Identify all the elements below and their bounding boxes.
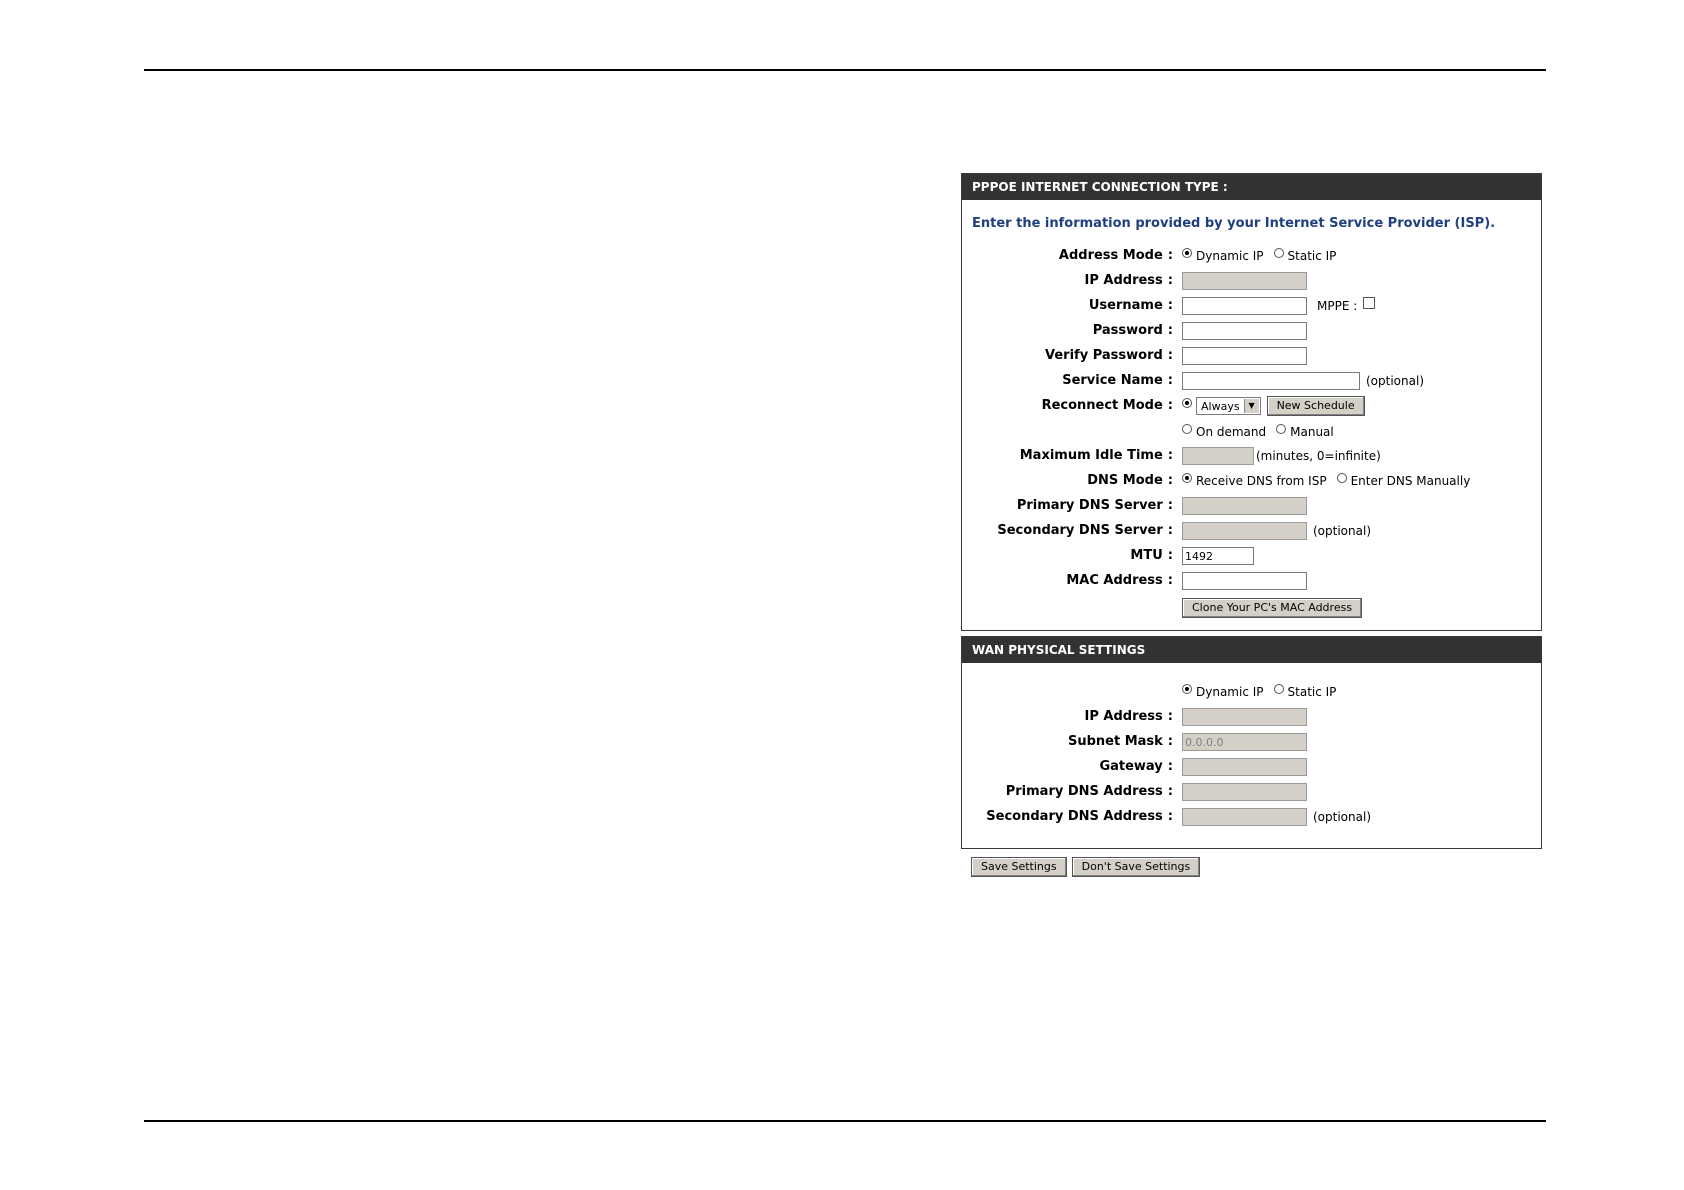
chevron-down-icon: ▼	[1244, 399, 1259, 413]
wan-primary-dns-input[interactable]	[1182, 783, 1307, 801]
username-row: Username : MPPE :	[962, 296, 1541, 320]
service-name-optional-hint: (optional)	[1366, 374, 1424, 388]
service-name-row: Service Name : (optional)	[1062, 373, 1424, 388]
wan-gateway-label: Gateway	[1099, 759, 1163, 774]
wan-primary-dns-label: Primary DNS Address	[1005, 784, 1163, 799]
address-mode-dynamic-label: Dynamic IP	[1196, 249, 1264, 263]
dns-mode-label: DNS Mode	[1087, 473, 1163, 488]
reconnect-manual-radio[interactable]	[1276, 424, 1286, 434]
reconnect-mode-label: Reconnect Mode	[1041, 398, 1163, 413]
wan-dynamic-label: Dynamic IP	[1196, 685, 1264, 699]
wan-ip-row: IP Address :	[962, 707, 1541, 731]
mac-address-label: MAC Address	[1066, 573, 1163, 588]
dns-receive-label: Receive DNS from ISP	[1196, 474, 1327, 488]
username-label: Username	[1088, 298, 1163, 313]
secondary-dns-label: Secondary DNS Server	[997, 523, 1163, 538]
reconnect-schedule-select[interactable]	[1196, 397, 1261, 415]
mppe-label: MPPE :	[1317, 299, 1358, 313]
password-row: Password :	[962, 321, 1541, 345]
pppoe-panel-header: PPPOE INTERNET CONNECTION TYPE :	[962, 174, 1541, 200]
reconnect-mode-row: Reconnect Mode : Always ▼ New Schedule	[962, 396, 1541, 420]
wan-secondary-dns-input[interactable]	[1182, 808, 1307, 826]
primary-dns-label: Primary DNS Server	[1016, 498, 1163, 513]
verify-password-row: Verify Password :	[962, 346, 1541, 370]
wan-mode-row	[962, 682, 1541, 706]
wan-secondary-dns-optional-hint: (optional)	[1313, 810, 1371, 824]
wan-ip-label: IP Address	[1084, 709, 1163, 724]
wan-primary-dns-row: Primary DNS Address :	[962, 782, 1541, 806]
dont-save-settings-button[interactable]: Don't Save Settings	[1072, 857, 1201, 877]
username-input[interactable]	[1182, 297, 1307, 315]
secondary-dns-input[interactable]	[1182, 522, 1307, 540]
password-label: Password	[1092, 323, 1163, 338]
wan-gateway-row: Gateway :	[962, 757, 1541, 781]
wan-static-label: Static IP	[1287, 685, 1337, 699]
reconnect-schedule-value: Always	[1201, 399, 1240, 413]
address-mode-dynamic-radio[interactable]	[1182, 248, 1192, 258]
wan-dynamic-radio[interactable]	[1182, 684, 1192, 694]
wan-ip-input[interactable]	[1182, 708, 1307, 726]
mtu-label: MTU	[1130, 548, 1163, 563]
save-settings-button[interactable]: Save Settings	[971, 857, 1067, 877]
pppoe-panel	[961, 173, 1542, 631]
reconnect-on-demand-radio[interactable]	[1182, 424, 1192, 434]
top-rule	[144, 69, 1546, 71]
reconnect-manual-label: Manual	[1290, 425, 1334, 439]
clone-mac-row	[962, 598, 1541, 622]
address-mode-label: Address Mode	[1058, 248, 1163, 263]
primary-dns-row: Primary DNS Server :	[962, 496, 1541, 520]
verify-password-input[interactable]	[1182, 347, 1307, 365]
wan-panel-header: WAN PHYSICAL SETTINGS	[962, 637, 1541, 663]
address-mode-static-radio[interactable]	[1274, 248, 1284, 258]
wan-gateway-input[interactable]	[1182, 758, 1307, 776]
dns-manual-label: Enter DNS Manually	[1350, 474, 1471, 488]
new-schedule-button[interactable]: New Schedule	[1267, 396, 1365, 416]
clone-mac-button[interactable]: Clone Your PC's MAC Address	[1182, 598, 1362, 618]
secondary-dns-row: Secondary DNS Server : (optional)	[997, 523, 1371, 538]
max-idle-time-row: Maximum Idle Time : (minutes, 0=infinite)	[1019, 448, 1381, 463]
max-idle-time-hint: (minutes, 0=infinite)	[1256, 449, 1381, 463]
mppe-checkbox[interactable]	[1363, 297, 1375, 309]
password-input[interactable]	[1182, 322, 1307, 340]
reconnect-mode-row-2	[962, 422, 1541, 446]
wan-subnet-label: Subnet Mask	[1067, 734, 1163, 749]
form-action-buttons	[971, 857, 1200, 877]
primary-dns-input[interactable]	[1182, 497, 1307, 515]
bottom-rule	[144, 1120, 1546, 1122]
dns-mode-row: DNS Mode : Receive DNS from ISP Enter DNS Manually	[1087, 473, 1471, 488]
max-idle-time-input[interactable]	[1182, 447, 1254, 465]
dns-receive-radio[interactable]	[1182, 473, 1192, 483]
dns-manual-radio[interactable]	[1337, 473, 1347, 483]
service-name-input[interactable]	[1182, 372, 1360, 390]
ip-address-input[interactable]	[1182, 272, 1307, 290]
address-mode-row: Address Mode : Dynamic IP Static IP	[1058, 248, 1337, 263]
pppoe-intro-text: Enter the information provided by your Internet Service Provider (ISP).	[972, 216, 1496, 231]
mac-address-row: MAC Address :	[962, 571, 1541, 595]
verify-password-label: Verify Password	[1045, 348, 1163, 363]
ip-address-row: IP Address :	[962, 271, 1541, 295]
secondary-dns-optional-hint: (optional)	[1313, 524, 1371, 538]
wan-physical-panel	[961, 636, 1542, 849]
max-idle-time-label: Maximum Idle Time	[1019, 448, 1163, 463]
wan-secondary-dns-label: Secondary DNS Address	[986, 809, 1163, 824]
mtu-row: MTU : 1492	[962, 546, 1541, 570]
mtu-input[interactable]	[1182, 547, 1254, 565]
wan-subnet-row: Subnet Mask : 0.0.0.0	[962, 732, 1541, 756]
wan-secondary-dns-row: Secondary DNS Address : (optional)	[986, 809, 1371, 824]
wan-subnet-input[interactable]	[1182, 733, 1307, 751]
reconnect-always-radio[interactable]	[1182, 398, 1192, 408]
reconnect-on-demand-label: On demand	[1196, 425, 1267, 439]
wan-static-radio[interactable]	[1274, 684, 1284, 694]
mac-address-input[interactable]	[1182, 572, 1307, 590]
service-name-label: Service Name	[1062, 373, 1163, 388]
address-mode-static-label: Static IP	[1287, 249, 1337, 263]
ip-address-label: IP Address	[1084, 273, 1163, 288]
